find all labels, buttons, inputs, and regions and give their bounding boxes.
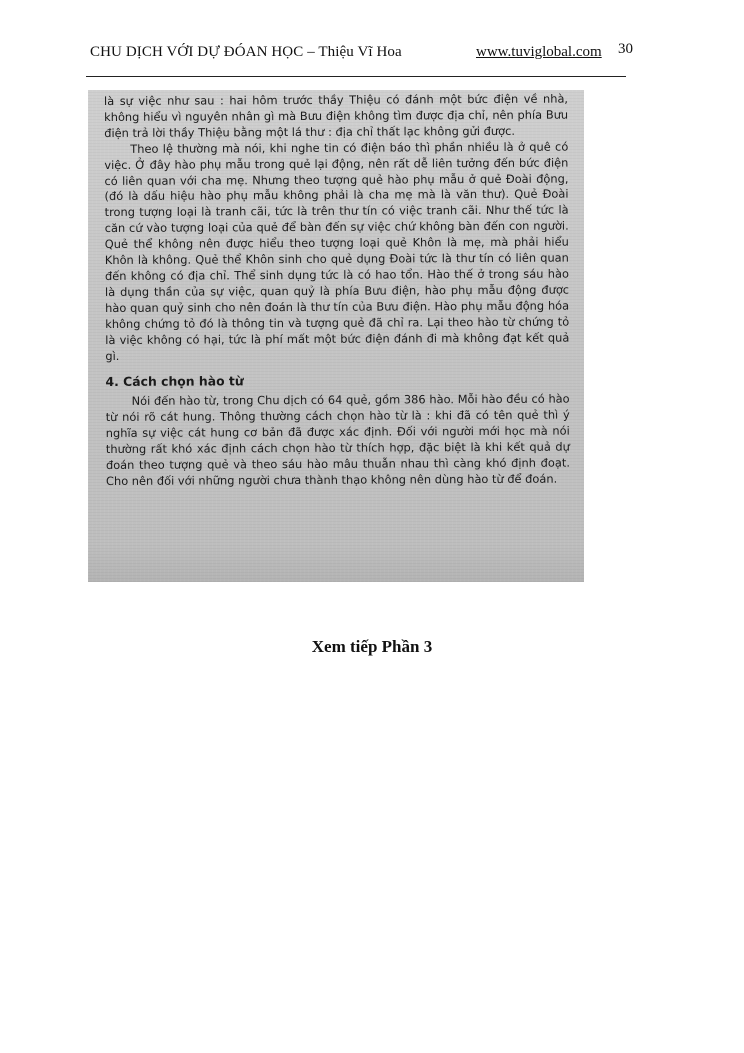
scan-paragraph-3: Nói đến hào từ, trong Chu dịch có 64 quẻ, gồm 386 hào. Mỗi hào đều có hào từ nói rõ cát hung. Thông thường cách chọn hào từ là : khi đã có tên quẻ thì ý nghĩa sự việc cát hung cơ bản đã được xác định. Đối với người mới học mà nói thường rất khó xác định cách chọn hào từ thích hợp, đặc biệt là khi kết quả dự đoán theo tượng quẻ và theo sáu hào mâu thuẫn nhau thì càng khó định đoạt. Cho nên đối với những người chưa thành thạo không nên dùng hào từ để đoán. bbox=[105, 391, 570, 488]
page-header bbox=[90, 41, 633, 66]
page-number: 30 bbox=[618, 41, 633, 57]
continue-reading-label: Xem tiếp Phần 3 bbox=[311, 637, 433, 656]
scan-paragraph-2: Theo lệ thường mà nói, khi nghe tin có điện báo thì phần nhiều là ở quê có việc. Ở đây hào phụ mẫu trong quẻ lại động, nên rất dễ liên tưởng đến bức điện có liên quan với cha mẹ. Nhưng theo tượng quẻ hào phụ mẫu ở quẻ Đoài động, (đó là dấu hiệu hào phụ mẫu không phải là cha mẹ mà là văn thư). Quẻ Đoài trong tượng loại là tranh cãi, tức là trên thư tín có việc tranh cãi. Như thế tức là căn cứ vào tượng loại của quẻ để bàn đến sự việc chứ không bàn đến con người. Quẻ thể không nên được hiểu theo tượng loại quẻ Khôn là mẹ, mà phải hiểu Khôn là không. Quẻ thể Khôn sinh cho quẻ dụng Đoài tức là thư tín có liên quan đến không có địa chỉ. Thể sinh dụng tức là có hao tổn. Hào thế ở trong sáu hào là dụng thần của sự việc, quan quỷ là phía Bưu điện, hào phụ mẫu động được hào quan quỷ sinh cho nên đoán là thư tín của Bưu điện. Hào phụ mẫu động hóa không chứng tỏ đó là thông tin và tượng quẻ đã chỉ ra. Lại theo hào từ chứng tỏ là việc không có hại, tức là phí mất một bức điện đánh đi mà không đạt kết quả gì. bbox=[104, 139, 570, 363]
scan-paragraph-1: là sự việc như sau : hai hôm trước thầy Thiệu có đánh một bức điện về nhà, không hiểu vì nguyên nhân gì mà Bưu điện không tìm được địa chỉ, nên phía Bưu điện trả lời thầy Thiệu bằng một lá thư : địa chỉ thất lạc không gửi được. bbox=[104, 91, 569, 140]
website-link[interactable]: www.tuviglobal.com bbox=[476, 44, 602, 60]
header-divider bbox=[86, 76, 626, 77]
scanned-page-image bbox=[88, 90, 584, 582]
scan-bleed-through bbox=[88, 542, 584, 582]
section-heading: 4. Cách chọn hào từ bbox=[105, 373, 244, 390]
scanned-text-block bbox=[104, 92, 570, 490]
document-title: CHU DỊCH VỚI DỰ ĐÓAN HỌC – Thiệu Vĩ Hoa bbox=[90, 44, 402, 60]
